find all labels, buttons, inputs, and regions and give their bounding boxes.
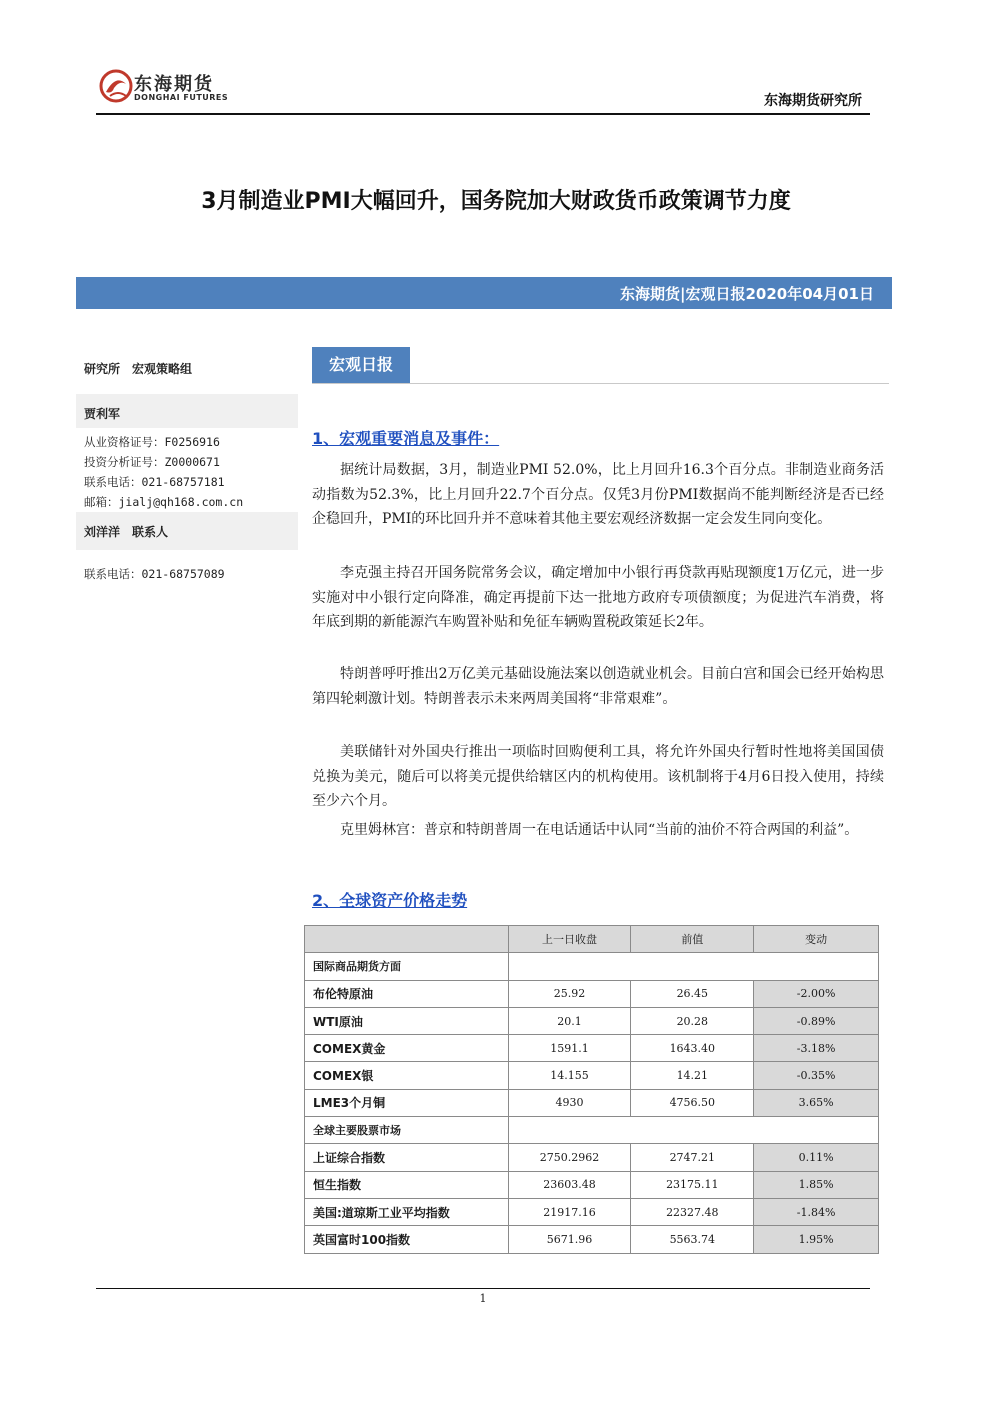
report-type-tag: 宏观日报 xyxy=(312,347,410,383)
table-row xyxy=(305,1035,879,1062)
asset-name: 上证综合指数 xyxy=(305,1144,509,1171)
asset-prev: 22327.48 xyxy=(631,1198,754,1225)
asset-change: 3.65% xyxy=(754,1089,879,1116)
table-row xyxy=(305,1062,879,1089)
asset-change: -3.18% xyxy=(754,1035,879,1062)
asset-close: 1591.1 xyxy=(508,1035,631,1062)
table-row xyxy=(305,1089,879,1116)
header-org-name: 东海期货研究所 xyxy=(764,93,862,109)
asset-close: 4930 xyxy=(508,1089,631,1116)
analyst1-invest-no: 投资分析证号：Z0000671 xyxy=(84,455,220,469)
analyst1-email[interactable]: 邮箱：jialj@qh168.com.cn xyxy=(84,495,244,509)
asset-name: COMEX黄金 xyxy=(305,1035,509,1062)
page-number: 1 xyxy=(479,1292,487,1305)
sidebar-dept: 研究所 宏观策略组 xyxy=(84,362,193,376)
report-title: 3月制造业PMI大幅回升，国务院加大财政货币政策调节力度 xyxy=(201,189,791,214)
report-banner xyxy=(76,277,892,309)
section1-heading: 1、宏观重要消息及事件： xyxy=(312,429,500,448)
table-category-row xyxy=(305,953,879,980)
analyst1-name: 贾利军 xyxy=(84,407,121,421)
asset-name: LME3个月铜 xyxy=(305,1089,509,1116)
asset-change: -0.89% xyxy=(754,1007,879,1034)
asset-close: 23603.48 xyxy=(508,1171,631,1198)
asset-change: 1.85% xyxy=(754,1171,879,1198)
logo-emblem-icon xyxy=(96,66,136,106)
section2-heading: 2、全球资产价格走势 xyxy=(312,891,468,910)
table-row xyxy=(305,1007,879,1034)
category-label: 国际商品期货方面 xyxy=(305,953,509,980)
asset-prev: 2747.21 xyxy=(631,1144,754,1171)
news-paragraph: 特朗普呼吁推出2万亿美元基础设施法案以创造就业机会。目前白宫和国会已经开始构思第四轮刺激计划。特朗普表示未来两周美国将“非常艰难”。 xyxy=(312,666,884,707)
asset-prev: 26.45 xyxy=(631,980,754,1007)
asset-prev: 23175.11 xyxy=(631,1171,754,1198)
table-row xyxy=(305,1198,879,1225)
asset-price-table xyxy=(304,925,879,1254)
company-logo xyxy=(96,66,236,110)
analyst2-phone: 联系电话：021-68757089 xyxy=(84,567,225,581)
header-rule xyxy=(96,113,870,115)
asset-name: COMEX银 xyxy=(305,1062,509,1089)
category-label: 全球主要股票市场 xyxy=(305,1117,509,1144)
asset-change: -0.35% xyxy=(754,1062,879,1089)
table-row xyxy=(305,1171,879,1198)
analyst1-qual-no: 从业资格证号：F0256916 xyxy=(84,435,220,449)
asset-change: -2.00% xyxy=(754,980,879,1007)
asset-close: 14.155 xyxy=(508,1062,631,1089)
asset-prev: 14.21 xyxy=(631,1062,754,1089)
banner-text: 东海期货|宏观日报2020年04月01日 xyxy=(620,285,874,303)
news-paragraph: 克里姆林宫：普京和特朗普周一在电话通话中认同“当前的油价不符合两国的利益”。 xyxy=(340,822,859,838)
header-name xyxy=(305,926,509,953)
table-row xyxy=(305,980,879,1007)
news-paragraph: 美联储针对外国央行推出一项临时回购便利工具，将允许外国央行暂时性地将美国国债兑换为美元，随后可以将美元提供给辖区内的机构使用。该机制将于4月6日投入使用，持续至少六个月。 xyxy=(312,744,884,809)
asset-prev: 4756.50 xyxy=(631,1089,754,1116)
asset-name: 布伦特原油 xyxy=(305,980,509,1007)
asset-name: 美国:道琼斯工业平均指数 xyxy=(305,1198,509,1225)
table-header-row xyxy=(305,926,879,953)
tag-rule xyxy=(312,383,889,384)
analyst2-name: 刘洋洋 联系人 xyxy=(84,525,169,539)
news-paragraph: 李克强主持召开国务院常务会议，确定增加中小银行再贷款再贴现额度1万亿元，进一步实施对中小银行定向降准，确定再提前下达一批地方政府专项债额度；为促进汽车消费，将年底到期的新能源汽车购置补贴和免征车辆购置税政策延长2年。 xyxy=(312,565,884,630)
asset-close: 5671.96 xyxy=(508,1226,631,1253)
asset-name: WTI原油 xyxy=(305,1007,509,1034)
asset-close: 20.1 xyxy=(508,1007,631,1034)
asset-change: 0.11% xyxy=(754,1144,879,1171)
asset-change: -1.84% xyxy=(754,1198,879,1225)
asset-change: 1.95% xyxy=(754,1226,879,1253)
header-prev: 前值 xyxy=(631,926,754,953)
logo-text-en: DONGHAI FUTURES xyxy=(134,93,229,102)
asset-name: 恒生指数 xyxy=(305,1171,509,1198)
header-close: 上一日收盘 xyxy=(508,926,631,953)
asset-prev: 5563.74 xyxy=(631,1226,754,1253)
asset-prev: 1643.40 xyxy=(631,1035,754,1062)
header-change: 变动 xyxy=(754,926,879,953)
analyst1-phone: 联系电话：021-68757181 xyxy=(84,475,225,489)
category-filler xyxy=(508,953,878,980)
asset-name: 英国富时100指数 xyxy=(305,1226,509,1253)
footer-rule xyxy=(96,1288,870,1289)
news-paragraph: 据统计局数据，3月，制造业PMI 52.0%，比上月回升16.3个百分点。非制造业商务活动指数为52.3%，比上月回升22.7个百分点。仅凭3月份PMI数据尚不能判断经济是否已经企稳回升，PMI的环比回升并不意味着其他主要宏观经济数据一定会发生同向变化。 xyxy=(312,462,884,527)
asset-close: 21917.16 xyxy=(508,1198,631,1225)
table-row xyxy=(305,1144,879,1171)
table-row xyxy=(305,1226,879,1253)
table-category-row xyxy=(305,1117,879,1144)
category-filler xyxy=(508,1117,878,1144)
asset-close: 2750.2962 xyxy=(508,1144,631,1171)
asset-prev: 20.28 xyxy=(631,1007,754,1034)
asset-close: 25.92 xyxy=(508,980,631,1007)
logo-text-cn: 东海期货 xyxy=(134,74,214,95)
